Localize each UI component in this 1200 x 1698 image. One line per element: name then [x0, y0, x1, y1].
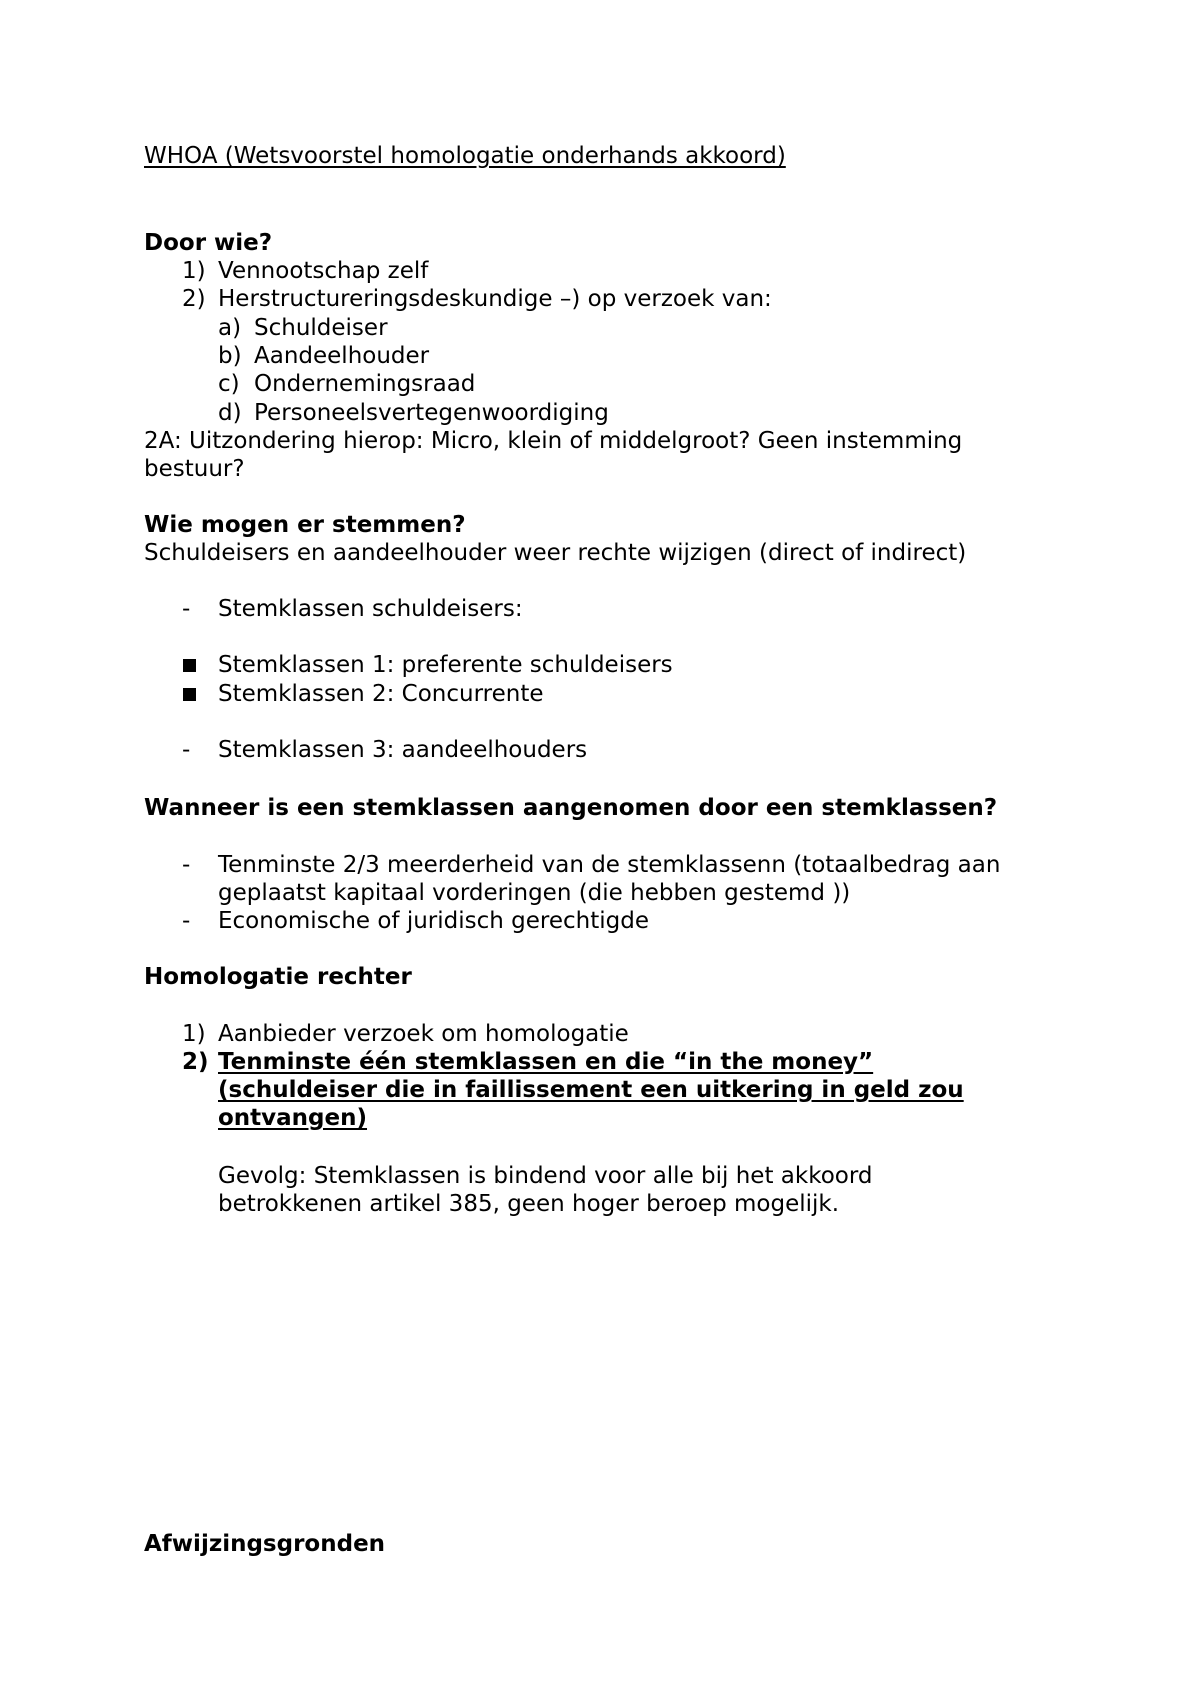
gevolg-paragraph: betrokkenen artikel 385, geen hoger beroep mogelijk. — [218, 1191, 840, 1217]
list-item-emphasis: ontvangen) — [218, 1105, 368, 1131]
note-line: bestuur? — [144, 456, 245, 482]
list-item: Tenminste 2/3 meerderheid van de stemklassenn (totaalbedrag aan — [218, 852, 1001, 878]
sublist-marker: d) — [218, 400, 242, 426]
list-marker: 1) — [182, 1021, 206, 1047]
dash-marker: - — [182, 596, 191, 622]
paragraph: Schuldeisers en aandeelhouder weer rechte wijzigen (direct of indirect) — [144, 540, 967, 566]
list-item-emphasis: (schuldeiser die in faillissement een uitkering in geld zou — [218, 1077, 964, 1103]
document-title: WHOA (Wetsvoorstel homologatie onderhands akkoord) — [144, 143, 786, 169]
sublist-item: Schuldeiser — [254, 315, 388, 341]
list-item-emphasis: Tenminste één stemklassen en die “in the money” — [218, 1049, 874, 1075]
heading-wie-mogen-stemmen: Wie mogen er stemmen? — [144, 512, 466, 538]
list-marker: 1) — [182, 258, 206, 284]
list-item: Herstructureringsdeskundige –) op verzoek van: — [218, 286, 772, 312]
gevolg-paragraph: Gevolg: Stemklassen is bindend voor alle bij het akkoord — [218, 1163, 873, 1189]
dash-marker: - — [182, 852, 191, 878]
list-item: Stemklassen 3: aandeelhouders — [218, 737, 588, 763]
list-marker: 2) — [182, 286, 206, 312]
heading-homologatie-rechter: Homologatie rechter — [144, 964, 412, 990]
sublist-item: Aandeelhouder — [254, 343, 430, 369]
list-item: Economische of juridisch gerechtigde — [218, 908, 649, 934]
note-line: 2A: Uitzondering hierop: Micro, klein of middelgroot? Geen instemming — [144, 428, 963, 454]
square-bullet-icon — [183, 688, 196, 701]
dash-marker: - — [182, 737, 191, 763]
list-marker: 2) — [182, 1049, 209, 1075]
list-item: Stemklassen 2: Concurrente — [218, 681, 544, 707]
sublist-item: Personeelsvertegenwoordiging — [254, 400, 609, 426]
heading-door-wie: Door wie? — [144, 230, 273, 256]
list-item-continuation: geplaatst kapitaal vorderingen (die hebben gestemd )) — [218, 880, 851, 906]
list-item: Stemklassen schuldeisers: — [218, 596, 523, 622]
square-bullet-icon — [183, 659, 196, 672]
list-item: Aanbieder verzoek om homologatie — [218, 1021, 629, 1047]
list-item: Vennootschap zelf — [218, 258, 429, 284]
sublist-item: Ondernemingsraad — [254, 371, 476, 397]
dash-marker: - — [182, 908, 191, 934]
list-item: Stemklassen 1: preferente schuldeisers — [218, 652, 673, 678]
heading-wanneer-aangenomen: Wanneer is een stemklassen aangenomen door een stemklassen? — [144, 795, 998, 821]
sublist-marker: a) — [218, 315, 242, 341]
sublist-marker: c) — [218, 371, 240, 397]
sublist-marker: b) — [218, 343, 242, 369]
heading-afwijzingsgronden: Afwijzingsgronden — [144, 1531, 386, 1557]
